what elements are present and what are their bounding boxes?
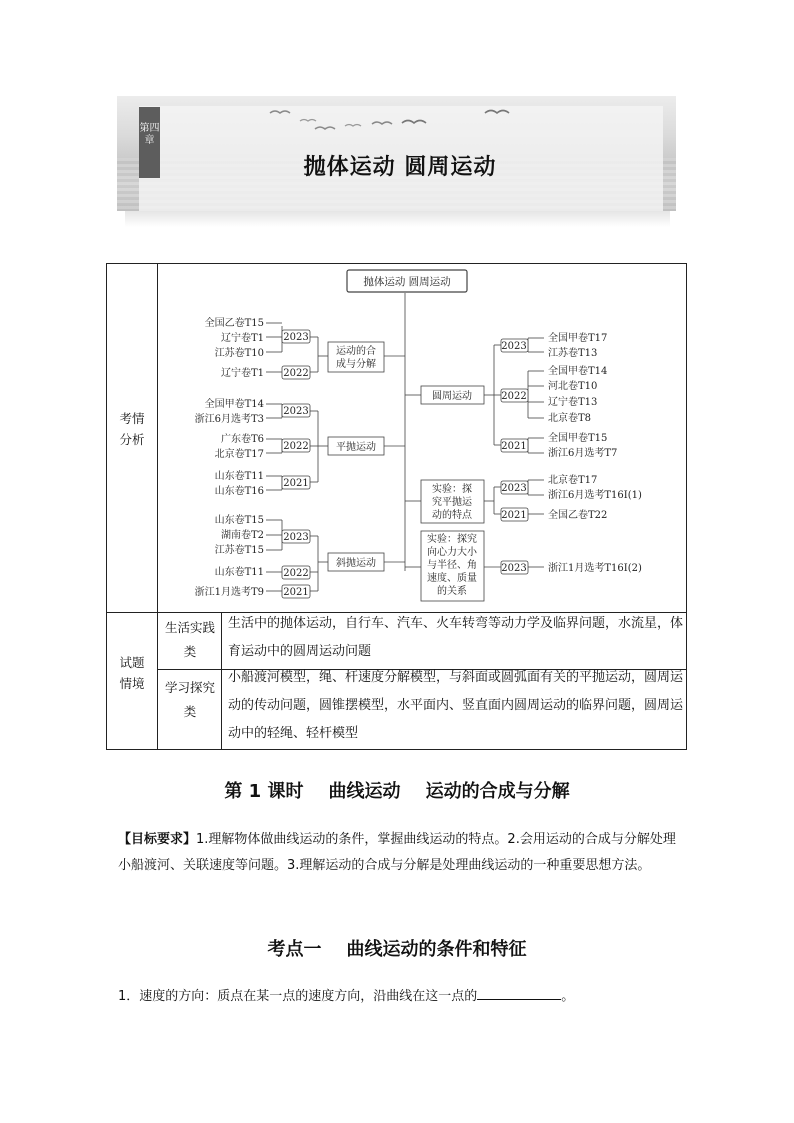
question-1-text: 1．速度的方向：质点在某一点的速度方向，沿曲线在这一点的 (118, 989, 478, 1004)
year-label: 2022 (283, 368, 309, 379)
sub-label-life: 生活实践类 (165, 620, 216, 659)
exam-item: 全国甲卷T14 (548, 366, 608, 377)
exam-item: 全国甲卷T17 (548, 333, 608, 344)
exam-item: 湖南卷T2 (220, 530, 264, 541)
exam-item: 全国甲卷T14 (204, 399, 264, 410)
year-label: 2022 (283, 568, 309, 579)
exam-item: 浙江1月选考T16Ⅰ(2) (548, 563, 642, 574)
topic-pingpao: 平抛运动 (336, 442, 376, 453)
row-label-analysis: 考情分析 (119, 411, 145, 447)
bird-icon (0, 0, 794, 240)
goal-tag: 【目标要求】 (118, 832, 197, 847)
year-label: 2023 (283, 532, 309, 543)
question-1-end: 。 (561, 989, 575, 1004)
exam-item: 辽宁卷T1 (220, 368, 264, 379)
topic-exp1-line2: 究平抛运 (432, 497, 472, 508)
lesson-title: 第 1 课时 曲线运动 运动的合成与分解 (224, 781, 570, 802)
year-label: 2023 (283, 406, 309, 417)
banner-shadow (125, 211, 670, 227)
topic-hecheng-line2: 成与分解 (336, 359, 376, 370)
topic-yuanzhou: 圆周运动 (432, 391, 472, 402)
exam-item: 辽宁卷T13 (548, 397, 598, 408)
row-label-context: 试题情境 (119, 655, 145, 691)
exam-item: 广东卷T6 (220, 434, 264, 445)
year-label: 2023 (283, 332, 309, 343)
learning-goals (118, 827, 681, 879)
exam-item: 全国乙卷T15 (204, 318, 264, 329)
year-label: 2021 (501, 441, 527, 452)
exam-item: 山东卷T16 (214, 486, 264, 497)
exam-item: 北京卷T17 (548, 475, 598, 486)
exam-item: 山东卷T11 (214, 567, 264, 578)
year-label: 2022 (501, 391, 527, 402)
year-label: 2023 (501, 341, 527, 352)
exam-item: 山东卷T15 (214, 515, 264, 526)
year-label: 2023 (501, 563, 527, 574)
exam-item: 山东卷T11 (214, 471, 264, 482)
year-label: 2021 (283, 587, 309, 598)
table-divider (221, 612, 222, 749)
goal-text: 1.理解物体做曲线运动的条件，掌握曲线运动的特点。2.会用运动的合成与分解处理小船渡河、关联速度等问题。3.理解运动的合成与分解是处理曲线运动的一种重要思想方法。 (118, 832, 676, 873)
exam-item: 全国乙卷T22 (548, 510, 608, 521)
sub-label-study: 学习探究类 (165, 680, 216, 719)
exam-item: 北京卷T17 (214, 449, 264, 460)
question-1 (118, 985, 574, 1008)
mindmap-root: 抛体运动 圆周运动 (363, 276, 451, 288)
year-label: 2022 (283, 441, 309, 452)
chapter-title: 抛体运动 圆周运动 (303, 155, 497, 180)
exam-item: 浙江6月选考T16Ⅰ(1) (548, 490, 642, 501)
exam-item: 全国甲卷T15 (548, 433, 608, 444)
year-label: 2023 (501, 483, 527, 494)
topic-exp2-line4: 速度、质量 (427, 573, 477, 584)
exam-item: 浙江6月选考T3 (194, 414, 264, 425)
topic-exp1-line3: 动的特点 (432, 510, 472, 521)
exam-item: 浙江1月选考T9 (194, 587, 264, 598)
topic-xiepao: 斜抛运动 (336, 558, 376, 569)
life-practice-text: 生活中的抛体运动，自行车、汽车、火车转弯等动力学及临界问题，水流星，体育运动中的圆周运动问题 (228, 616, 684, 659)
year-label: 2021 (501, 510, 527, 521)
topic-exp2-line3: 与半径、角 (427, 560, 477, 571)
exam-item: 北京卷T8 (548, 413, 592, 424)
study-explore-text: 小船渡河模型，绳、杆速度分解模型，与斜面或圆弧面有关的平抛运动，圆周运动的传动问题，圆锥摆模型，水平面内、竖直面内圆周运动的临界问题，圆周运动中的轻绳、轻杆模型 (228, 670, 684, 741)
topic-hecheng-line1: 运动的合 (336, 346, 376, 357)
exam-item: 江苏卷T15 (214, 545, 264, 556)
knowledge-mindmap (158, 264, 686, 610)
exam-item: 江苏卷T13 (548, 348, 598, 359)
point-title: 考点一 曲线运动的条件和特征 (267, 939, 527, 960)
exam-item: 江苏卷T10 (214, 348, 264, 359)
topic-exp1-line1: 实验：探 (432, 484, 472, 495)
topic-exp2-line1: 实验：探究 (427, 534, 477, 545)
answer-blank[interactable] (477, 985, 561, 1000)
exam-item: 辽宁卷T1 (220, 333, 264, 344)
year-label: 2021 (283, 478, 309, 489)
exam-item: 河北卷T10 (548, 381, 598, 392)
chapter-tag: 第四章 (139, 107, 160, 178)
exam-item: 浙江6月选考T7 (548, 448, 618, 459)
topic-exp2-line5: 的关系 (437, 586, 467, 597)
topic-exp2-line2: 向心力大小 (427, 547, 477, 558)
